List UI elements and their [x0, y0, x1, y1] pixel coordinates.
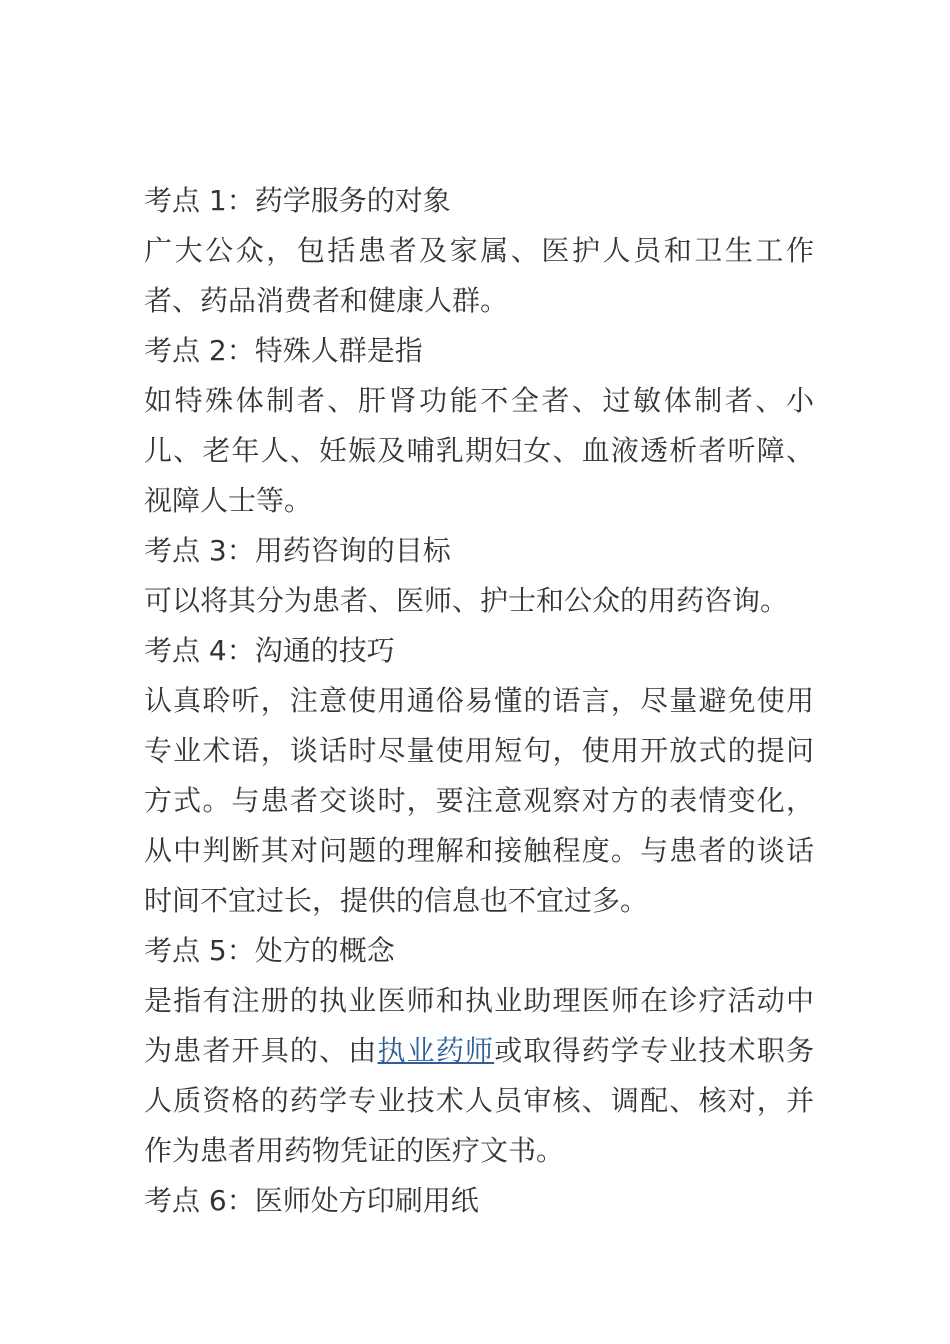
point-5-body-before: 是指有注册的执业医师和执业助理医师在诊疗活动中为患者开具的、由: [144, 984, 814, 1067]
licensed-pharmacist-link[interactable]: 执业药师: [377, 1034, 495, 1067]
point-5-body: [144, 976, 814, 1176]
point-1-heading: 考点 1：药学服务的对象: [144, 184, 451, 217]
point-4-heading: 考点 4：沟通的技巧: [144, 634, 395, 667]
point-3-heading: 考点 3：用药咨询的目标: [144, 534, 451, 567]
point-2-heading: 考点 2：特殊人群是指: [144, 334, 423, 367]
point-1-body: 广大公众，包括患者及家属、医护人员和卫生工作者、药品消费者和健康人群。: [144, 234, 814, 317]
point-3-body: 可以将其分为患者、医师、护士和公众的用药咨询。: [144, 584, 789, 617]
point-2-body: 如特殊体制者、肝肾功能不全者、过敏体制者、小儿、老年人、妊娠及哺乳期妇女、血液透析者听障、视障人士等。: [144, 384, 814, 517]
point-5-heading: 考点 5：处方的概念: [144, 934, 395, 967]
point-5-body-after: 或取得药学专业技术职务人质资格的药学专业技术人员审核、调配、核对，并作为患者用药物凭证的医疗文书。: [144, 1034, 814, 1167]
point-4-body: 认真聆听，注意使用通俗易懂的语言，尽量避免使用专业术语，谈话时尽量使用短句，使用开放式的提问方式。与患者交谈时，要注意观察对方的表情变化，从中判断其对问题的理解和接触程度。与患者的谈话时间不宜过长，提供的信息也不宜过多。: [144, 684, 814, 917]
document-page: [144, 176, 814, 1226]
point-6-heading: 考点 6：医师处方印刷用纸: [144, 1184, 479, 1217]
